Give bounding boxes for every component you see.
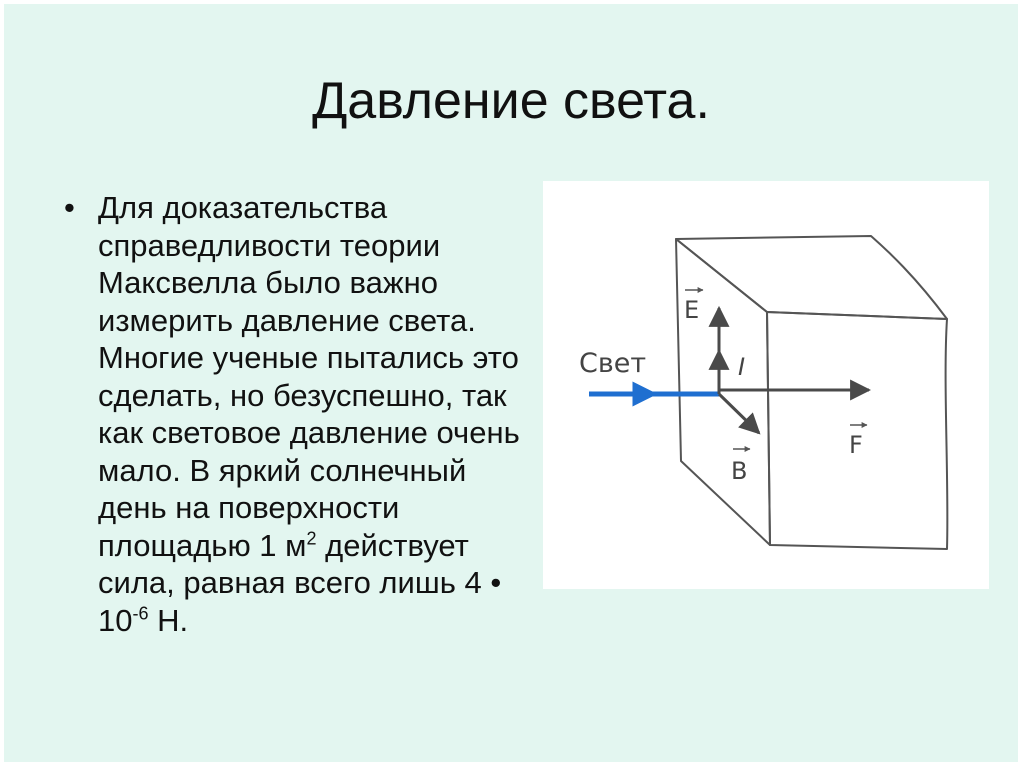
b-label: B (731, 457, 748, 485)
f-label: F (849, 431, 863, 459)
light-pressure-diagram (543, 181, 989, 589)
bullet-marker: • (64, 190, 75, 225)
paragraph-text-main: Для доказательства справедливости теории Максвелла было важно измерить давление света. Многие ученые пытались это сделать, но безуспешно, так как световое давление очень мало. В яркий солнечный день на поверхности площадью 1 м (98, 190, 520, 563)
slide (4, 4, 1018, 762)
e-label: E (684, 296, 700, 324)
i-label: I (738, 353, 746, 381)
cube-top-face (676, 236, 947, 319)
superscript-area: 2 (306, 528, 317, 549)
diagram-svg (543, 181, 989, 589)
light-label: Свет (579, 348, 647, 379)
bullet-paragraph (64, 189, 534, 639)
paragraph-text-mid: действует сила, равная всего лишь 4 • 10 (98, 527, 502, 638)
e-label-group (684, 290, 703, 324)
f-label-group (849, 425, 867, 459)
slide-title: Давление света. (312, 72, 710, 130)
paragraph-text-end: Н. (148, 602, 189, 638)
b-label-group (731, 449, 750, 485)
paragraph-text (98, 189, 534, 639)
superscript-power: -6 (132, 603, 149, 624)
b-vector (719, 394, 759, 433)
